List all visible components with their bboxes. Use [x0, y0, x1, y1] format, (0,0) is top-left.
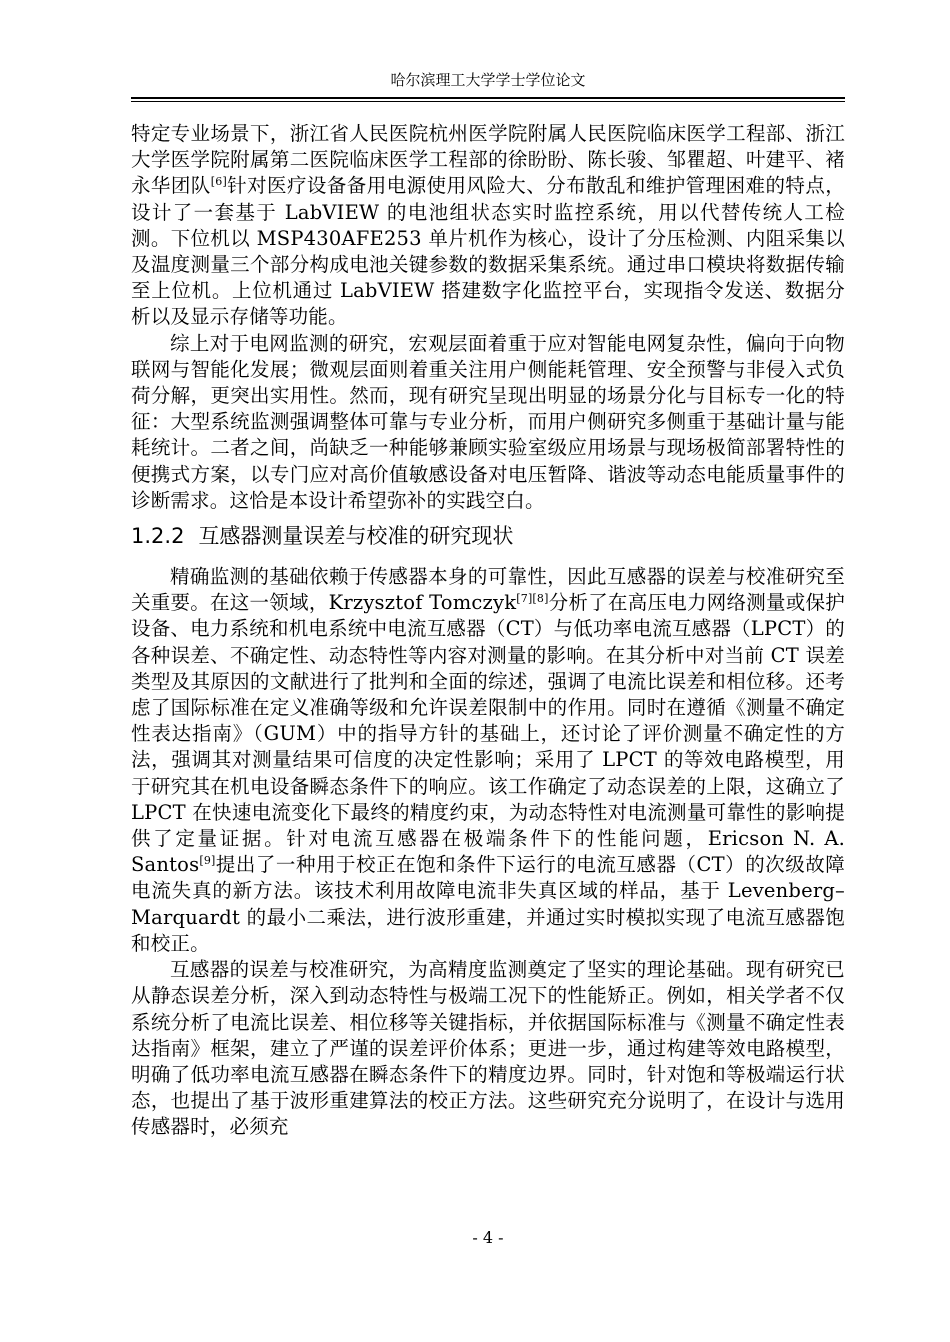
page-number: - 4 - — [472, 1228, 504, 1247]
paragraph-3-text-b: 分析了在高压电力网络测量或保护设备、电力系统和机电系统中电流互感器（CT）与低功率电流互感器（LPCT）的各种误差、不确定性、动态特性等内容对测量的影响。在其分析中对当前 CT 误差类型及其原因的文献进行了批判和全面的综述，强调了电流比误差和相位移。还考虑了国际标准在定义准确等级和允许误差限制中的作用。同时在遵循《测量不确定性表达指南》（GUM）中的指导方针的基础上，还讨论了评价测量不确定性的方法，强调其对测量结果可信度的决定性影响；采用了 LPCT 的等效电路模型，用于研究其在机电设备瞬态条件下的响应。该工作确定了动态误差的上限，这确立了 LPCT 在快速电流变化下最终的精度约束，为动态特性对电流测量可靠性的影响提供了定量证据。针对电流互感器在极端条件下的性能问题，Ericson N. A. Santos — [131, 591, 845, 877]
citation-7-8: [7][8] — [516, 592, 549, 606]
paragraph-3-text-c: 提出了一种用于校正在饱和条件下运行的电流互感器（CT）的次级故障电流失真的新方法。该技术利用故障电流非失真区域的样品，基于 Levenberg–Marquardt 的最小二乘法，进行波形重建，并通过实时模拟实现了电流互感器饱和校正。 — [131, 853, 845, 955]
citation-6: [6] — [210, 175, 227, 189]
paragraph-3 — [131, 564, 845, 957]
header-rule-thick — [131, 97, 845, 99]
paragraph-2: 综上对于电网监测的研究，宏观层面着重于应对智能电网复杂性，偏向于向物联网与智能化发展；微观层面则着重关注用户侧能耗管理、安全预警与非侵入式负荷分解，更突出实用性。然而，现有研究呈现出明显的场景分化与目标专一化的特征：大型系统监测强调整体可靠与专业分析，而用户侧研究多侧重于基础计量与能耗统计。二者之间，尚缺乏一种能够兼顾实验室级应用场景与现场极简部署特性的便携式方案，以专门应对高价值敏感设备对电压暂降、谐波等动态电能质量事件的诊断需求。这恰是本设计希望弥补的实践空白。 — [131, 331, 845, 512]
section-heading — [131, 522, 845, 550]
body-text — [131, 121, 845, 1141]
paragraph-1-text-a: 特定专业场景下，浙江省人民医院杭州医学院附属人民医院临床医学工程部、浙江大学医学院附属第二医院临床医学工程部的徐盼盼、陈长骏、邹瞿超、叶建平、褚永华团队 — [131, 122, 845, 198]
paragraph-1 — [131, 121, 845, 331]
citation-9: [9] — [199, 854, 216, 868]
paragraph-4: 互感器的误差与校准研究，为高精度监测奠定了坚实的理论基础。现有研究已从静态误差分析，深入到动态特性与极端工况下的性能矫正。例如，相关学者不仅系统分析了电流比误差、相位移等关键指标，并依据国际标准与《测量不确定性表达指南》框架，建立了严谨的误差评价体系；更进一步，通过构建等效电路模型，明确了低功率电流互感器在瞬态条件下的精度边界。同时，针对饱和等极端运行状态，也提出了基于波形重建算法的校正方法。这些研究充分说明了，在设计与选用传感器时，必须充 — [131, 958, 845, 1139]
paragraph-1-text-b: 针对医疗设备备用电源使用风险大、分布散乱和维护管理困难的特点，设计了一套基于 LabVIEW 的电池组状态实时监控系统，用以代替传统人工检测。下位机以 MSP430AFE253 单片机作为核心，设计了分压检测、内阻采集以及温度测量三个部分构成电池关键参数的数据采集系统。通过串口模块将数据传输至上位机。上位机通过 LabVIEW 搭建数字化监控平台，实现指令发送、数据分析以及显示存储等功能。 — [131, 174, 845, 329]
running-header: 哈尔滨理工大学学士学位论文 — [390, 71, 586, 89]
section-title: 互感器测量误差与校准的研究现状 — [198, 524, 514, 549]
header-rule-thin — [131, 101, 845, 102]
paragraph-3-text-a: 精确监测的基础依赖于传感器本身的可靠性，因此互感器的误差与校准研究至关重要。在这一领域，Krzysztof Tomczyk — [131, 565, 845, 615]
section-number: 1.2.2 — [131, 524, 185, 549]
